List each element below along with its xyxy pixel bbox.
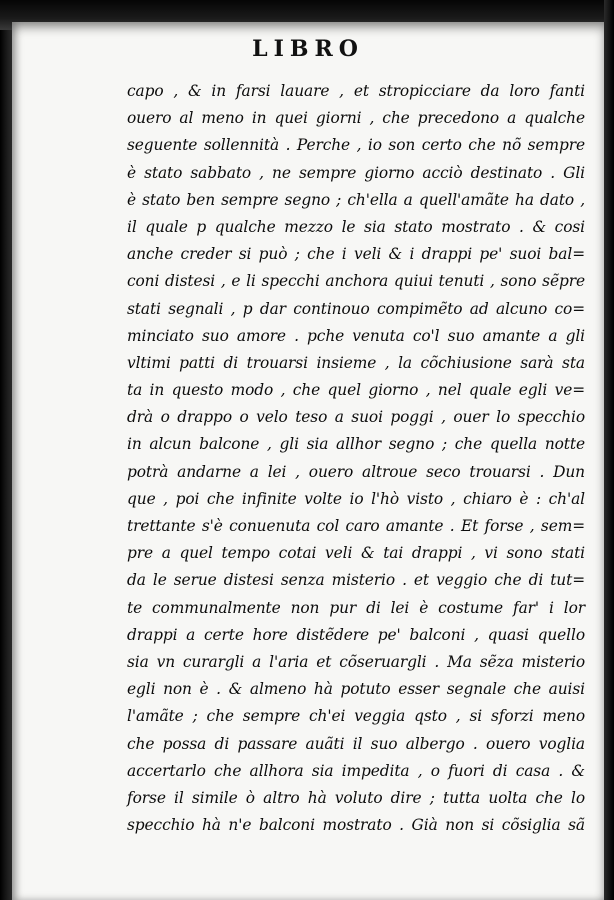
text-line: capo , & in farsi lauare , et stropicciare da loro fanti <box>127 82 585 100</box>
text-line: che possa di passare auãti il suo albergo . ouero voglia <box>127 734 585 753</box>
book-page <box>12 22 604 900</box>
text-line: coni distesi , e li specchi anchora quiui tenuti , sono sẽpre <box>127 272 585 291</box>
text-line: minciato suo amore . pche venuta co'l suo amante a gli <box>127 326 585 345</box>
text-line: que , poi che infinite volte io l'hò visto , chiaro è : ch'al <box>127 489 585 508</box>
text-line: l'amãte ; che sempre ch'ei veggia qsto , si sforzi meno <box>127 707 585 726</box>
text-line: forse il simile ò altro hà voluto dire ; tutta uolta che lo <box>127 788 585 807</box>
text-line: anche creder si può ; che i veli & i drappi pe' suoi bal= <box>127 245 585 264</box>
text-line: vltimi patti di trouarsi insieme , la cõchiusione sarà sta <box>127 353 585 372</box>
text-line: il quale p qualche mezzo le sia stato mostrato . & cosi <box>127 217 585 236</box>
scan-dark-right-edge <box>604 0 614 900</box>
text-line: seguente sollennità . Perche , io son certo che nõ sempre <box>127 136 585 155</box>
text-line: ouero al meno in quei giorni , che precedono a qualche <box>127 109 585 128</box>
running-head: LIBRO <box>252 36 364 62</box>
text-line: egli non è . & almeno hà potuto esser segnale che auisi <box>127 680 585 699</box>
scan-dark-left-edge <box>0 0 12 900</box>
body-text <box>127 78 585 839</box>
text-line: accertarlo che allhora sia impedita , o fuori di casa . & <box>127 761 585 780</box>
text-line: trettante s'è conuenuta col caro amante . Et forse , sem= <box>127 517 585 535</box>
text-line: drappi a certe hore distẽdere pe' balconi , quasi quello <box>127 625 585 644</box>
text-line: potrà andarne a lei , ouero altroue seco trouarsi . Dun <box>127 462 585 481</box>
text-line: è stato sabbato , ne sempre giorno acciò destinato . Gli <box>127 163 585 182</box>
text-line: specchio hà n'e balconi mostrato . Già non si cõsiglia sã <box>127 816 585 835</box>
text-line: te communalmente non pur di lei è costume far' i lor <box>127 598 585 617</box>
text-line: ta in questo modo , che quel giorno , nel quale egli ve= <box>127 381 585 400</box>
text-line: è stato ben sempre segno ; ch'ella a quell'amãte ha dato , <box>127 190 585 209</box>
text-line: sia vn curargli a l'aria et cõseruargli . Ma sẽza misterio <box>127 652 585 671</box>
text-line: da le serue distesi senza misterio . et veggio che di tut= <box>127 571 585 590</box>
text-line: stati segnali , p dar continouo compimẽto ad alcuno co= <box>127 299 585 318</box>
text-line: drà o drappo o velo teso a suoi poggi , ouer lo specchio <box>127 408 585 427</box>
text-line: pre a quel tempo cotai veli & tai drappi , vi sono stati <box>127 544 585 563</box>
text-line: in alcun balcone , gli sia allhor segno ; che quella notte <box>127 435 585 454</box>
